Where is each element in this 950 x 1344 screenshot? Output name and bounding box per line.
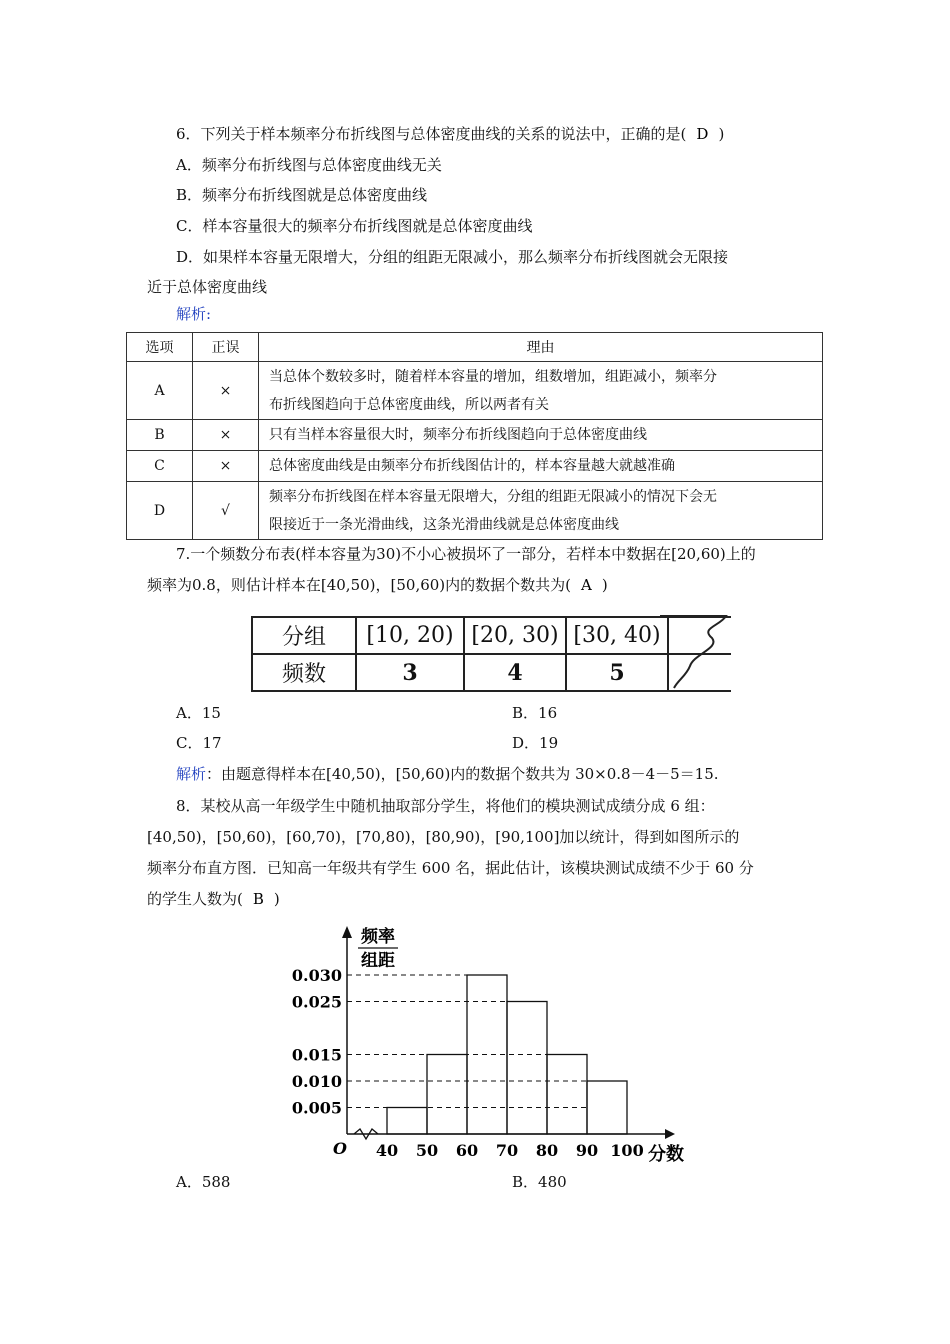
- q6-option-d-cont: 近于总体密度曲线: [147, 278, 268, 296]
- q6-option-d: D．如果样本容量无限增大，分组的组距无限减小，那么频率分布折线图就会无限接: [176, 248, 729, 266]
- frequency-histogram: [280, 920, 700, 1170]
- table-row: [127, 420, 823, 451]
- row-option: C: [127, 451, 193, 482]
- row-mark: ×: [193, 362, 259, 420]
- q6-option-b: B．频率分布折线图就是总体密度曲线: [176, 186, 428, 204]
- q7-answer: A: [581, 576, 592, 594]
- torn-edge-icon: [660, 614, 740, 690]
- x-tick-label: 90: [575, 1141, 599, 1160]
- histogram-bar: [507, 1002, 547, 1135]
- q8-line1: 8．某校从高一年级学生中随机抽取部分学生，将他们的模块测试成绩分成 6 组：: [176, 797, 715, 815]
- row-option: B: [127, 420, 193, 451]
- table-row: [127, 362, 823, 420]
- x-axis-arrow-icon: [665, 1129, 675, 1139]
- freq-group-cell: [20, 30): [464, 617, 566, 654]
- histogram-bar: [427, 1055, 467, 1135]
- y-label-top: 频率: [361, 927, 395, 947]
- q7-option-a: A．15: [176, 704, 221, 722]
- q6-answer: D: [696, 125, 709, 143]
- header-correctness: 正误: [193, 333, 259, 362]
- row-mark: √: [193, 482, 259, 540]
- q7-option-b: B．16: [512, 704, 558, 722]
- q8-line2: [40,50)，[50,60)，[60,70)，[70,80)，[80,90)，[90,100]加以统计，得到如图所示的: [147, 828, 740, 846]
- header-option: 选项: [127, 333, 193, 362]
- x-tick-label: 100: [610, 1141, 644, 1160]
- row-option: D: [127, 482, 193, 540]
- y-tick-label: 0.025: [291, 992, 342, 1012]
- q8-option-b: B．480: [512, 1173, 567, 1191]
- q6-option-a: A．频率分布折线图与总体密度曲线无关: [176, 156, 442, 174]
- table-row: [127, 482, 823, 540]
- q7-option-c: C．17: [176, 734, 222, 752]
- table-header-row: [127, 333, 823, 362]
- row-reason: 只有当样本容量很大时，频率分布折线图趋向于总体密度曲线: [259, 420, 823, 451]
- x-tick-label: 70: [495, 1141, 519, 1160]
- x-label: 分数: [648, 1144, 684, 1165]
- row-reason: 频率分布折线图在样本容量无限增大，分组的组距无限减小的情况下会无 限接近于一条光滑曲线，这条光滑曲线就是总体密度曲线: [259, 482, 823, 540]
- q8-line3: 频率分布直方图．已知高一年级共有学生 600 名，据此估计，该模块测试成绩不少于 60 分: [147, 859, 754, 877]
- q8-option-a: A．588: [176, 1173, 231, 1191]
- row-reason: 总体密度曲线是由频率分布折线图估计的，样本容量越大就越准确: [259, 451, 823, 482]
- histogram-bar: [587, 1081, 627, 1134]
- row-mark: ×: [193, 420, 259, 451]
- q7-line2: 频率为0.8，则估计样本在[40,50)，[50,60)内的数据个数共为( A ): [147, 576, 608, 594]
- q6-option-c: C．样本容量很大的频率分布折线图就是总体密度曲线: [176, 217, 533, 235]
- q8-line4: 的学生人数为( B ): [147, 890, 280, 908]
- y-tick-label: 0.010: [291, 1072, 342, 1091]
- q6-analysis-label: 解析:: [176, 305, 212, 323]
- freq-count-cell: 5: [566, 654, 668, 691]
- row-mark: ×: [193, 451, 259, 482]
- y-tick-label: 0.015: [291, 1045, 342, 1065]
- q7-option-d: D．19: [512, 734, 559, 752]
- frequency-table: [251, 616, 731, 692]
- q7-analysis-label: 解析: [176, 765, 207, 783]
- x-tick-label: 40: [375, 1141, 399, 1160]
- histogram-bar: [547, 1055, 587, 1135]
- reason-table: [126, 332, 823, 540]
- origin-label: O: [333, 1139, 347, 1158]
- q6-stem: 6．下列关于样本频率分布折线图与总体密度曲线的关系的说法中，正确的是( D ): [176, 125, 725, 143]
- x-tick-label: 60: [455, 1141, 479, 1160]
- table-row: [127, 451, 823, 482]
- x-tick-label: 80: [535, 1141, 559, 1160]
- freq-count-cell: 4: [464, 654, 566, 691]
- row-reason: 当总体个数较多时，随着样本容量的增加，组数增加，组距减小，频率分 布折线图趋向于总体密度曲线，所以两者有关: [259, 362, 823, 420]
- y-label-bottom: 组距: [361, 951, 395, 971]
- freq-count-label: 频数: [252, 654, 356, 691]
- freq-group-cell: [10, 20): [356, 617, 464, 654]
- y-tick-label: 0.030: [291, 966, 342, 985]
- y-axis-arrow-icon: [342, 926, 352, 938]
- freq-count-cell: 3: [356, 654, 464, 691]
- q7-analysis: 解析：由题意得样本在[40,50)，[50,60)内的数据个数共为 30×0.8－4－5＝15.: [176, 765, 719, 783]
- q7-line1: 7.一个频数分布表(样本容量为30)不小心被损坏了一部分，若样本中数据在[20,60)上的: [176, 545, 756, 563]
- y-tick-label: 0.005: [291, 1098, 342, 1118]
- row-option: A: [127, 362, 193, 420]
- freq-group-label: 分组: [252, 617, 356, 654]
- q8-answer: B: [252, 890, 264, 908]
- header-reason: 理由: [259, 333, 823, 362]
- freq-group-cell: [30, 40): [566, 617, 668, 654]
- histogram-bar: [387, 1108, 427, 1135]
- histogram-axes: [292, 926, 684, 1165]
- x-tick-label: 50: [415, 1141, 439, 1160]
